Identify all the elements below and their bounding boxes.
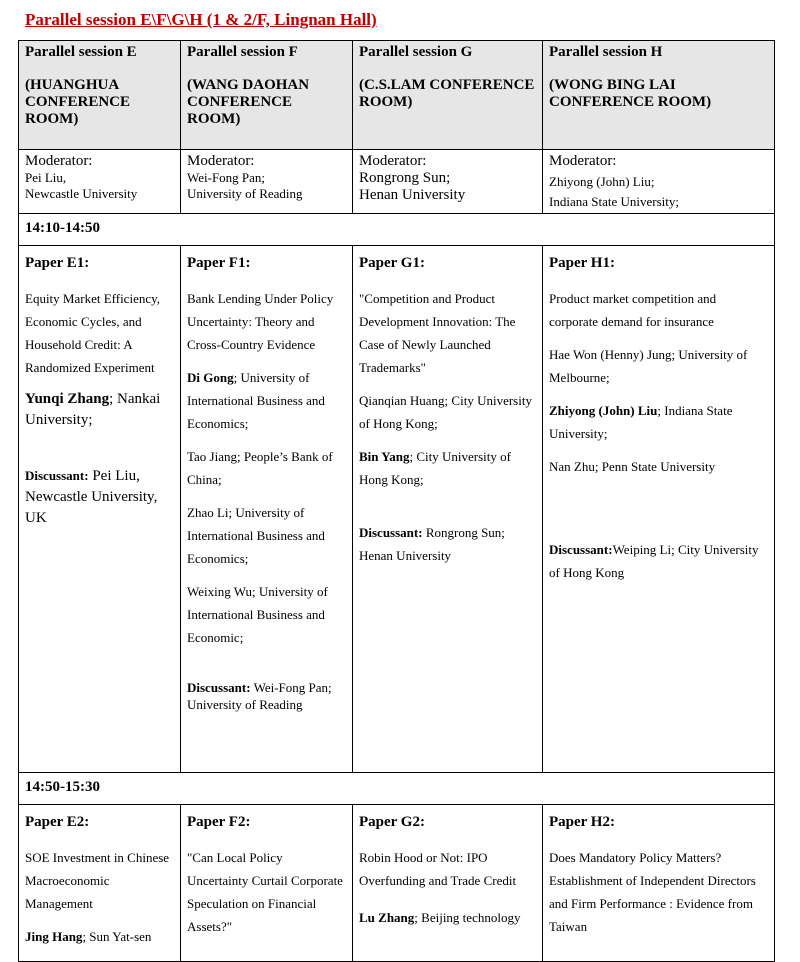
moderator-e: Moderator: Pei Liu, Newcastle University [19, 150, 181, 214]
session-g-header: Parallel session G (C.S.LAM CONFERENCE ROOM) [353, 41, 543, 150]
schedule-table [18, 40, 775, 962]
session-h-header: Parallel session H (WONG BING LAI CONFERENCE ROOM) [543, 41, 775, 150]
paper-g1: Paper G1: "Competition and Product Development Innovation: The Case of Newly Launched Trademarks" Qianqian Huang; City University of Hong Kong; Bin Yang; City University of Hong Kong; Discussant: Rongrong Sun; Henan University [353, 246, 543, 773]
paper-g2: Paper G2: Robin Hood or Not: IPO Overfunding and Trade Credit Lu Zhang; Beijing technology [353, 805, 543, 962]
paper-h1: Paper H1: Product market competition and corporate demand for insurance Hae Won (Henny) Jung; University of Melbourne; Zhiyong (John) Liu; Indiana State University; Nan Zhu; Penn State University Discussant:Weiping Li; City University of Hong Kong [543, 246, 775, 773]
paper-e2: Paper E2: SOE Investment in Chinese Macroeconomic Management Jing Hang; Sun Yat-sen [19, 805, 181, 962]
session-f-header: Parallel session F (WANG DAOHAN CONFERENCE ROOM) [181, 41, 353, 150]
time-slot-row [19, 214, 775, 246]
paper-h2: Paper H2: Does Mandatory Policy Matters? Establishment of Independent Directors and Firm Performance : Evidence from Taiwan [543, 805, 775, 962]
paper-f2: Paper F2: "Can Local Policy Uncertainty Curtail Corporate Speculation on Financial Assets?" [181, 805, 353, 962]
paper-row-1 [19, 246, 775, 773]
time-slot-row [19, 773, 775, 805]
time-slot-2: 14:50-15:30 [19, 773, 775, 805]
moderator-h: Moderator: Zhiyong (John) Liu; Indiana State University; [543, 150, 775, 214]
page-title: Parallel session E\F\G\H (1 & 2/F, Lingnan Hall) [25, 10, 377, 29]
moderator-f: Moderator: Wei-Fong Pan; University of Reading [181, 150, 353, 214]
time-slot-1: 14:10-14:50 [19, 214, 775, 246]
paper-e1: Paper E1: Equity Market Efficiency, Economic Cycles, and Household Credit: A Randomized Experiment Yunqi Zhang; Nankai University; Discussant: Pei Liu, Newcastle University, UK [19, 246, 181, 773]
session-e-header: Parallel session E (HUANGHUA CONFERENCE ROOM) [19, 41, 181, 150]
session-header-row [19, 41, 775, 150]
paper-f1: Paper F1: Bank Lending Under Policy Uncertainty: Theory and Cross-Country Evidence Di Gong; University of International Business and Economics; Tao Jiang; People’s Bank of China; Zhao Li; University of International Business and Economics; Weixing Wu; University of International Business and Economic; Discussant: Wei-Fong Pan; University of Reading [181, 246, 353, 773]
moderator-row [19, 150, 775, 214]
moderator-g: Moderator: Rongrong Sun; Henan University [353, 150, 543, 214]
paper-row-2 [19, 805, 775, 962]
